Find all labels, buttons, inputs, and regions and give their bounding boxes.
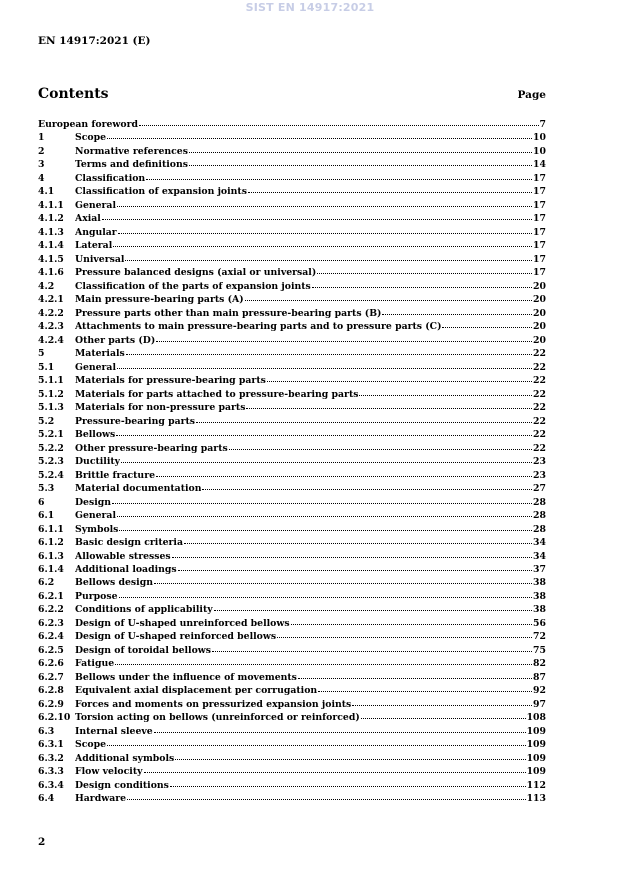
toc-entry[interactable]: [38, 253, 546, 266]
toc-entry-title: Materials for non-pressure parts: [75, 402, 246, 414]
toc-entry-page: 92: [533, 685, 546, 697]
toc-dot-leader: [154, 583, 532, 584]
toc-entry[interactable]: [38, 671, 546, 684]
toc-entry[interactable]: [38, 388, 546, 401]
toc-entry-number: 5.1.2: [38, 388, 64, 400]
page-number: 2: [38, 836, 46, 848]
toc-dot-leader: [121, 462, 532, 463]
toc-entry-title: Classification: [75, 172, 146, 184]
toc-dot-leader: [156, 341, 532, 342]
toc-entry[interactable]: [38, 536, 546, 549]
toc-dot-leader: [267, 381, 532, 382]
toc-entry[interactable]: [38, 603, 546, 616]
toc-entry-title: Pressure balanced designs (axial or universal): [75, 267, 317, 279]
toc-entry-number: 5.3: [38, 483, 55, 495]
toc-entry-number: 5.2.1: [38, 429, 64, 441]
toc-entry-title: Pressure-bearing parts: [75, 415, 196, 427]
toc-entry-title: Bellows: [75, 429, 116, 441]
toc-dot-leader: [229, 449, 532, 450]
toc-entry[interactable]: [38, 334, 546, 347]
toc-entry[interactable]: [38, 563, 546, 576]
toc-entry[interactable]: [38, 482, 546, 495]
toc-entry-title: Design of toroidal bellows: [75, 644, 212, 656]
toc-entry-page: 22: [533, 348, 546, 360]
toc-entry-title: Lateral: [75, 240, 113, 252]
toc-dot-leader: [146, 179, 532, 180]
toc-entry-title: Classification of the parts of expansion joints: [75, 280, 311, 292]
toc-entry[interactable]: [38, 172, 546, 185]
toc-entry-number: 6.1.3: [38, 550, 64, 562]
toc-entry-title: Fatigue: [75, 658, 115, 670]
toc-entry-number: 4.1.3: [38, 226, 64, 238]
toc-dot-leader: [202, 489, 532, 490]
toc-entry[interactable]: [38, 469, 546, 482]
toc-entry[interactable]: [38, 738, 546, 751]
toc-dot-leader: [442, 327, 532, 328]
toc-dot-leader: [212, 651, 532, 652]
toc-dot-leader: [318, 691, 532, 692]
toc-dot-leader: [361, 718, 526, 719]
toc-entry-number: 4.2.3: [38, 321, 64, 333]
toc-entry-number: 3: [38, 159, 45, 171]
toc-entry-number: 6.2.8: [38, 685, 64, 697]
contents-heading: Contents: [38, 86, 109, 102]
toc-dot-leader: [154, 732, 526, 733]
toc-entry-page: 17: [533, 240, 546, 252]
toc-entry-title: Attachments to main pressure-bearing parts and to pressure parts (C): [75, 321, 442, 333]
toc-dot-leader: [245, 300, 532, 301]
toc-entry-page: 20: [533, 307, 546, 319]
toc-dot-leader: [317, 273, 532, 274]
toc-entry-number: 6.2.10: [38, 712, 71, 724]
toc-entry[interactable]: [38, 374, 546, 387]
toc-entry-page: 34: [533, 550, 546, 562]
toc-entry[interactable]: [38, 725, 546, 738]
toc-entry-number: 5.1: [38, 361, 55, 373]
toc-entry-number: 6.1: [38, 510, 55, 522]
toc-entry-title: Scope: [75, 132, 106, 144]
toc-entry-page: 109: [526, 725, 546, 737]
toc-dot-leader: [139, 125, 539, 126]
toc-entry[interactable]: [38, 320, 546, 333]
toc-entry-number: 6.3.4: [38, 779, 64, 791]
toc-entry-page: 38: [533, 604, 546, 616]
toc-entry-number: 4.2: [38, 280, 55, 292]
toc-entry-number: 6.2.5: [38, 644, 64, 656]
toc-entry-page: 17: [533, 199, 546, 211]
toc-dot-leader: [172, 557, 532, 558]
toc-dot-leader: [107, 138, 532, 139]
toc-dot-leader: [116, 435, 532, 436]
toc-entry-page: 97: [533, 698, 546, 710]
toc-entry-page: 28: [533, 496, 546, 508]
toc-dot-leader: [102, 219, 532, 220]
toc-entry[interactable]: [38, 307, 546, 320]
toc-entry-page: 17: [533, 226, 546, 238]
toc-dot-leader: [277, 637, 532, 638]
toc-entry-page: 112: [526, 779, 546, 791]
toc-entry-page: 22: [533, 361, 546, 373]
toc-entry-number: 4.1.6: [38, 267, 64, 279]
toc-entry-number: 6.2.6: [38, 658, 64, 670]
toc-entry[interactable]: [38, 131, 546, 144]
toc-entry-title: General: [75, 510, 116, 522]
toc-entry-number: 6.2.9: [38, 698, 64, 710]
toc-entry-number: 4.1: [38, 186, 55, 198]
toc-entry[interactable]: [38, 145, 546, 158]
toc-entry-title: Internal sleeve: [75, 725, 153, 737]
toc-entry[interactable]: [38, 226, 546, 239]
toc-entry-title: Design: [75, 496, 112, 508]
toc-dot-leader: [127, 799, 526, 800]
toc-entry-title: Symbols: [75, 523, 119, 535]
toc-entry[interactable]: [38, 199, 546, 212]
toc-dot-leader: [248, 192, 532, 193]
toc-entry-page: 20: [533, 294, 546, 306]
document-id: EN 14917:2021 (E): [38, 35, 151, 47]
toc-entry-number: 2: [38, 145, 45, 157]
toc-entry-title: Bellows under the influence of movements: [75, 671, 297, 683]
toc-entry-number: 4.1.5: [38, 253, 64, 265]
toc-dot-leader: [156, 476, 532, 477]
toc-entry-page: 20: [533, 334, 546, 346]
toc-entry[interactable]: [38, 684, 546, 697]
toc-dot-leader: [246, 408, 532, 409]
toc-dot-leader: [178, 570, 532, 571]
toc-entry-title: Terms and definitions: [75, 159, 188, 171]
toc-entry[interactable]: [38, 428, 546, 441]
toc-entry-page: 22: [533, 375, 546, 387]
toc-dot-leader: [189, 165, 532, 166]
toc-entry-number: 6.2.7: [38, 671, 64, 683]
toc-dot-leader: [189, 152, 532, 153]
toc-entry-page: 82: [533, 658, 546, 670]
toc-entry-number: 6.1.2: [38, 537, 64, 549]
toc-entry-title: Classification of expansion joints: [75, 186, 247, 198]
toc-entry-title: Design conditions: [75, 779, 169, 791]
toc-entry-page: 108: [526, 712, 546, 724]
toc-entry-page: 20: [533, 321, 546, 333]
toc-entry-page: 7: [539, 119, 546, 130]
toc-entry[interactable]: [38, 550, 546, 563]
toc-entry-title: Ductility: [75, 456, 121, 468]
toc-entry[interactable]: [38, 158, 546, 171]
toc-entry-number: 6.3.2: [38, 752, 64, 764]
toc-dot-leader: [118, 233, 532, 234]
toc-entry-title: Normative references: [75, 145, 188, 157]
toc-entry[interactable]: [38, 644, 546, 657]
toc-entry-title: Other pressure-bearing parts: [75, 442, 228, 454]
toc-entry-number: 5.2.3: [38, 456, 64, 468]
toc-entry-page: 17: [533, 172, 546, 184]
toc-entry-page: 22: [533, 388, 546, 400]
toc-entry-title: Pressure parts other than main pressure-bearing parts (B): [75, 307, 382, 319]
toc-dot-leader: [214, 610, 532, 611]
toc-entry[interactable]: [38, 118, 546, 131]
toc-entry-number: 4: [38, 172, 45, 184]
toc-entry-number: 6.2.4: [38, 631, 64, 643]
toc-dot-leader: [113, 246, 532, 247]
toc-entry-title: Design of U-shaped reinforced bellows: [75, 631, 277, 643]
watermark: SIST EN 14917:2021: [245, 1, 375, 14]
toc-entry[interactable]: [38, 347, 546, 360]
toc-entry-number: 4.2.1: [38, 294, 64, 306]
toc-entry-title: Additional loadings: [75, 563, 177, 575]
toc-entry-title: Axial: [75, 213, 101, 225]
toc-entry[interactable]: [38, 698, 546, 711]
toc-dot-leader: [119, 530, 532, 531]
toc-entry[interactable]: [38, 509, 546, 522]
toc-dot-leader: [144, 772, 526, 773]
toc-dot-leader: [298, 678, 532, 679]
toc-entry-page: 34: [533, 537, 546, 549]
toc-entry-number: 5.2.2: [38, 442, 64, 454]
toc-entry-number: 6.2.2: [38, 604, 64, 616]
toc-entry-page: 22: [533, 442, 546, 454]
toc-entry-page: 28: [533, 510, 546, 522]
toc-entry-number: 4.2.2: [38, 307, 64, 319]
toc-dot-leader: [312, 287, 532, 288]
toc-entry-page: 113: [526, 793, 546, 805]
toc-entry-title: Scope: [75, 739, 106, 751]
toc-entry-number: 6.2.1: [38, 590, 64, 602]
toc-entry[interactable]: [38, 266, 546, 279]
toc-entry[interactable]: [38, 779, 546, 792]
toc-entry[interactable]: [38, 617, 546, 630]
toc-entry[interactable]: [38, 239, 546, 252]
toc-entry[interactable]: [38, 576, 546, 589]
toc-entry-title: Brittle fracture: [75, 469, 156, 481]
toc-entry-page: 109: [526, 766, 546, 778]
toc-entry[interactable]: [38, 496, 546, 509]
toc-entry-title: Flow velocity: [75, 766, 143, 778]
toc-dot-leader: [117, 368, 532, 369]
toc-entry-title: Conditions of applicability: [75, 604, 213, 616]
page-column-label: Page: [517, 89, 546, 101]
toc-entry-title: Main pressure-bearing parts (A): [75, 294, 244, 306]
toc-dot-leader: [382, 314, 532, 315]
toc-entry-number: 5: [38, 348, 45, 360]
toc-entry-page: 22: [533, 402, 546, 414]
toc-entry-page: 10: [533, 145, 546, 157]
toc-dot-leader: [175, 759, 525, 760]
toc-entry-title: European foreword: [38, 119, 138, 130]
toc-dot-leader: [117, 206, 532, 207]
toc-entry-page: 109: [526, 739, 546, 751]
toc-dot-leader: [359, 395, 532, 396]
toc-entry-title: Materials for parts attached to pressure-bearing parts: [75, 388, 359, 400]
toc-entry[interactable]: [38, 293, 546, 306]
toc-entry-number: 6.1.1: [38, 523, 64, 535]
toc-entry-page: 87: [533, 671, 546, 683]
toc-entry-number: 6.3: [38, 725, 55, 737]
toc-entry[interactable]: [38, 630, 546, 643]
toc-entry-page: 17: [533, 186, 546, 198]
toc-entry-page: 28: [533, 523, 546, 535]
toc-entry-number: 4.1.1: [38, 199, 64, 211]
toc-entry-title: Forces and moments on pressurized expansion joints: [75, 698, 352, 710]
toc-entry-number: 6.3.3: [38, 766, 64, 778]
toc-dot-leader: [112, 503, 532, 504]
toc-entry-title: Additional symbols: [75, 752, 175, 764]
toc-entry-title: Allowable stresses: [75, 550, 171, 562]
toc-entry-page: 27: [533, 483, 546, 495]
toc-entry-page: 20: [533, 280, 546, 292]
toc-entry[interactable]: [38, 455, 546, 468]
toc-entry-page: 10: [533, 132, 546, 144]
toc-entry-title: Basic design criteria: [75, 537, 183, 549]
toc-dot-leader: [115, 664, 532, 665]
toc-entry-page: 14: [533, 159, 546, 171]
table-of-contents: [38, 118, 546, 806]
toc-entry-number: 6.4: [38, 793, 55, 805]
toc-entry[interactable]: [38, 523, 546, 536]
toc-entry-page: 37: [533, 563, 546, 575]
toc-entry-number: 4.1.4: [38, 240, 64, 252]
toc-entry-title: Design of U-shaped unreinforced bellows: [75, 617, 290, 629]
toc-entry[interactable]: [38, 657, 546, 670]
toc-dot-leader: [352, 705, 532, 706]
toc-entry[interactable]: [38, 361, 546, 374]
toc-entry-number: 6.2: [38, 577, 55, 589]
toc-entry[interactable]: [38, 280, 546, 293]
toc-entry-title: Materials: [75, 348, 125, 360]
toc-entry[interactable]: [38, 212, 546, 225]
toc-entry-number: 6: [38, 496, 45, 508]
toc-entry-title: Universal: [75, 253, 125, 265]
toc-entry-page: 17: [533, 267, 546, 279]
toc-entry-number: 1: [38, 132, 45, 144]
toc-entry-page: 23: [533, 456, 546, 468]
toc-entry-page: 75: [533, 644, 546, 656]
toc-entry-page: 56: [533, 617, 546, 629]
toc-dot-leader: [119, 597, 533, 598]
toc-entry-title: Purpose: [75, 590, 118, 602]
toc-dot-leader: [126, 354, 532, 355]
toc-entry-number: 5.2: [38, 415, 55, 427]
toc-dot-leader: [196, 422, 532, 423]
toc-entry-title: General: [75, 361, 116, 373]
toc-entry-page: 38: [533, 590, 546, 602]
toc-entry[interactable]: [38, 185, 546, 198]
toc-entry-title: General: [75, 199, 116, 211]
toc-entry-title: Equivalent axial displacement per corrugation: [75, 685, 318, 697]
toc-entry[interactable]: [38, 752, 546, 765]
toc-entry[interactable]: [38, 415, 546, 428]
toc-entry-number: 4.1.2: [38, 213, 64, 225]
toc-entry-number: 5.1.1: [38, 375, 64, 387]
toc-entry-title: Other parts (D): [75, 334, 156, 346]
toc-entry-title: Hardware: [75, 793, 127, 805]
toc-entry-page: 22: [533, 415, 546, 427]
toc-entry-title: Materials for pressure-bearing parts: [75, 375, 266, 387]
toc-dot-leader: [117, 516, 532, 517]
toc-entry-title: Torsion acting on bellows (unreinforced or reinforced): [75, 712, 360, 724]
toc-entry-page: 22: [533, 429, 546, 441]
toc-dot-leader: [125, 260, 532, 261]
toc-entry-number: 6.3.1: [38, 739, 64, 751]
toc-dot-leader: [107, 745, 526, 746]
toc-dot-leader: [184, 543, 532, 544]
toc-entry-page: 38: [533, 577, 546, 589]
toc-entry[interactable]: [38, 765, 546, 778]
toc-entry[interactable]: [38, 401, 546, 414]
toc-entry-number: 4.2.4: [38, 334, 64, 346]
toc-entry-title: Angular: [75, 226, 117, 238]
toc-entry-number: 5.2.4: [38, 469, 64, 481]
toc-entry-page: 72: [533, 631, 546, 643]
toc-entry[interactable]: [38, 590, 546, 603]
toc-dot-leader: [170, 786, 526, 787]
toc-entry-number: 5.1.3: [38, 402, 64, 414]
toc-entry-page: 109: [526, 752, 546, 764]
toc-entry-title: Material documentation: [75, 483, 202, 495]
toc-entry[interactable]: [38, 711, 546, 724]
toc-entry-number: 6.1.4: [38, 563, 64, 575]
toc-entry-page: 23: [533, 469, 546, 481]
toc-entry-number: 6.2.3: [38, 617, 64, 629]
toc-entry-page: 17: [533, 213, 546, 225]
toc-entry-title: Bellows design: [75, 577, 153, 589]
toc-entry-page: 17: [533, 253, 546, 265]
toc-entry[interactable]: [38, 792, 546, 805]
toc-entry[interactable]: [38, 442, 546, 455]
toc-dot-leader: [291, 624, 532, 625]
